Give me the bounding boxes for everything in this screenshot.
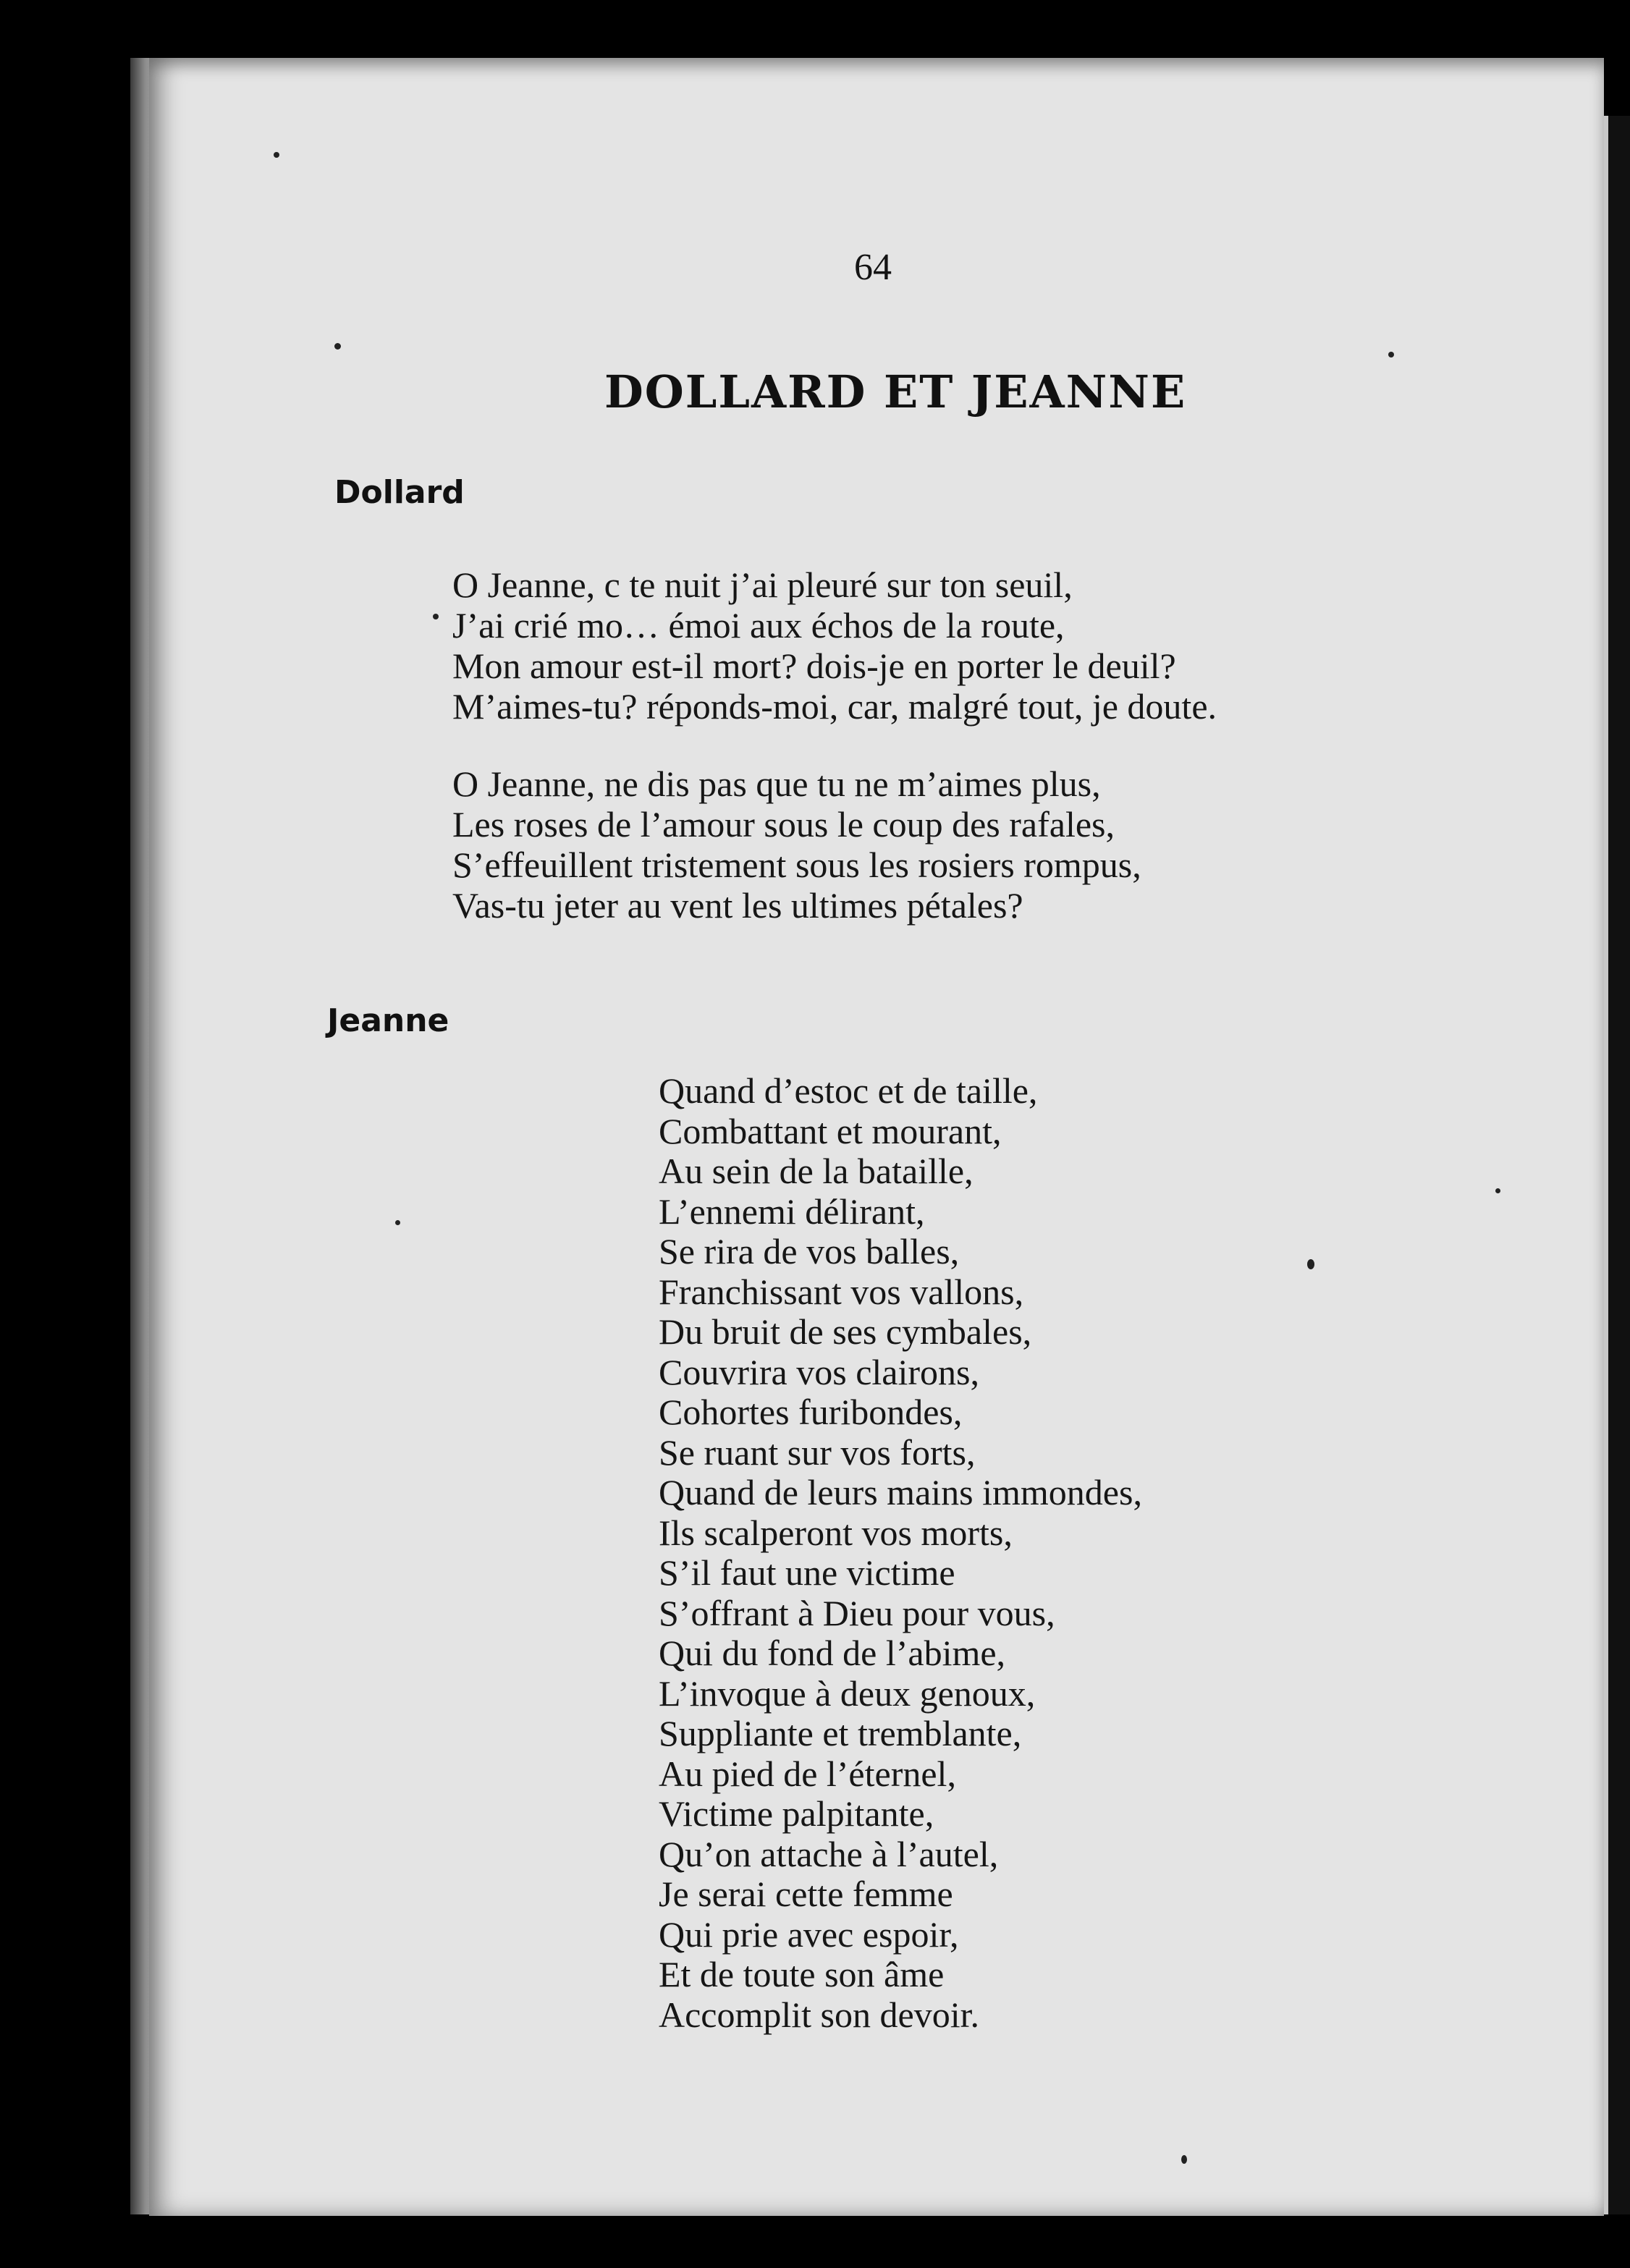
verse-line: Quand d’estoc et de taille, bbox=[659, 1070, 1038, 1111]
verse-line: Se ruant sur vos forts, bbox=[659, 1431, 976, 1473]
verse-line: Les roses de l’amour sous le coup des rafales, bbox=[452, 804, 1115, 845]
scan-speck bbox=[1495, 1188, 1500, 1193]
scan-speck bbox=[1181, 2155, 1187, 2164]
verse-line: Suppliante et tremblante, bbox=[659, 1713, 1022, 1753]
verse-line: Du bruit de ses cymbales, bbox=[659, 1311, 1032, 1352]
verse-line: Au pied de l’éternel, bbox=[659, 1753, 956, 1794]
verse-line: S’il faut une victime bbox=[659, 1552, 955, 1593]
scan-speck bbox=[395, 1220, 400, 1225]
verse-line: S’offrant à Dieu pour vous, bbox=[659, 1592, 1055, 1633]
scan-speck bbox=[274, 152, 279, 158]
verse-line: Qui prie avec espoir, bbox=[659, 1913, 959, 1955]
verse-line: Accomplit son devoir. bbox=[659, 1994, 979, 2035]
verse-line: Se rira de vos balles, bbox=[659, 1231, 960, 1271]
stanza-dollard-2 bbox=[452, 763, 1141, 926]
verse-line: Combattant et mourant, bbox=[659, 1110, 1002, 1151]
verse-line: Ils scalperont vos morts, bbox=[659, 1512, 1013, 1553]
verse-line: Couvrira vos clairons, bbox=[659, 1351, 979, 1392]
verse-line: Qui du fond de l’abime, bbox=[659, 1633, 1006, 1673]
scan-speck bbox=[1307, 1259, 1314, 1269]
verse-line: Au sein de la bataille, bbox=[659, 1151, 974, 1191]
verse-line: Franchissant vos vallons, bbox=[659, 1271, 1024, 1312]
verse-line: Vas-tu jeter au vent les ultimes pétales? bbox=[452, 885, 1023, 926]
verse-line: L’ennemi délirant, bbox=[659, 1190, 925, 1232]
verse-line: O Jeanne, ne dis pas que tu ne m’aimes plus, bbox=[452, 763, 1101, 804]
verse-line: J’ai crié mo… émoi aux échos de la route, bbox=[452, 605, 1065, 646]
verse-line: Qu’on attache à l’autel, bbox=[659, 1833, 999, 1874]
verse-line: Et de toute son âme bbox=[659, 1954, 945, 1994]
poem-title: DOLLARD ET JEANNE bbox=[604, 365, 1187, 418]
speaker-dollard: Dollard bbox=[334, 474, 465, 511]
verse-line: S’effeuillent tristement sous les rosiers rompus, bbox=[452, 845, 1141, 885]
verse-line: L’invoque à deux genoux, bbox=[659, 1672, 1036, 1714]
verse-line: O Jeanne, c te nuit j’ai pleuré sur ton seuil, bbox=[452, 564, 1073, 605]
facing-page-edge bbox=[1604, 116, 1630, 2214]
verse-line: Cohortes furibondes, bbox=[659, 1392, 963, 1432]
stanza-dollard-1 bbox=[452, 564, 1217, 727]
stanza-jeanne-1 bbox=[659, 1071, 1142, 2035]
verse-line: M’aimes-tu? réponds-moi, car, malgré tout, je doute. bbox=[452, 686, 1217, 727]
speaker-jeanne: Jeanne bbox=[327, 1002, 449, 1039]
verse-line: Je serai cette femme bbox=[659, 1874, 953, 1914]
scan-speck bbox=[433, 614, 439, 619]
verse-line: Mon amour est-il mort? dois-je en porter le deuil? bbox=[452, 646, 1176, 686]
verse-line: Quand de leurs mains immondes, bbox=[659, 1472, 1142, 1512]
page-number: 64 bbox=[854, 247, 892, 288]
scan-speck bbox=[334, 343, 341, 350]
scan-speck bbox=[1388, 352, 1394, 357]
verse-line: Victime palpitante, bbox=[659, 1793, 934, 1834]
